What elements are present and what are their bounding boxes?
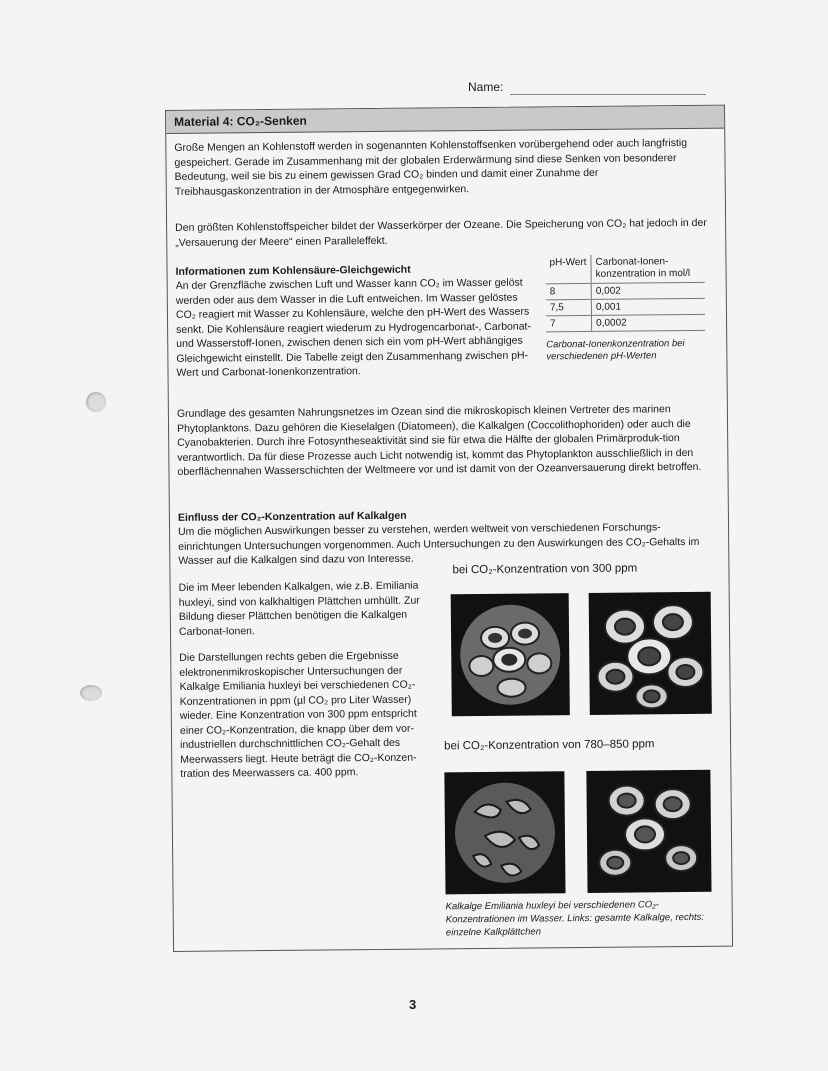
punch-hole-top (86, 392, 106, 412)
equilibrium-heading: Informationen zum Kohlensäure-Gleichgewicht (175, 263, 411, 278)
material-box (165, 105, 733, 952)
ph-table (545, 254, 705, 333)
emiliania-description: Die Darstellungen rechts geben die Ergebnisse elektronenmikroskopischer Untersuchungen der Kalkalge Emiliania huxleyi bei verschiedenen CO₂-Konzentrationen in ppm (µl CO₂ pro Liter Wasser) wieder. Eine Konzentration von 300 ppm entspricht einer CO₂-Konzentration, die knapp über dem vor-industriellen durchschnittlichen CO₂-Gehalt des Meerwassers liegt. Heute beträgt die CO₂-Konzen-tration des Meerwassers ca. 400 ppm. (179, 649, 417, 780)
conc-cell: 0,001 (591, 298, 705, 315)
conc-col-header: Carbonat-Ionen-konzentration in mol/l (591, 254, 705, 284)
intro-paragraph: Große Mengen an Kohlenstoff werden in sogenannten Kohlenstoffsenken vorübergehend oder auch langfristig gespeichert. Gerade im Zusammenhang mit der globalen Erderwärmung sind diese Senken von besonderer Bedeutung, weil sie bis zu einem gewissen Grad CO₂ binden und damit einer Zunahme der Treibhausgaskonzentration in der Atmosphäre entgegenwirken. (174, 136, 688, 198)
conc-cell: 0,0002 (592, 314, 706, 331)
equilibrium-paragraph: An der Grenzfläche zwischen Luft und Wasser kann CO₂ im Wasser gelöst werden oder aus dem Wasser in die Luft entweichen. Im Wasser gelöstes CO₂ reagiert mit Wasser zu Kohlensäure, welche den pH-Wert des Wassers senkt. Die Kohlensäure reagiert wiederum zu Hydrogencarbonat-, Carbonat- und Wasserstoff-Ionen, zwischen denen sich ein vom pH-Wert abhängiges Gleichgewicht einstellt. Die Tabelle zeigt den Zusammenhang zwischen pH-Wert und Carbonat-Ionenkonzentration. (175, 276, 532, 379)
name-field-line[interactable] (510, 94, 706, 95)
influence-heading: Einfluss der CO₂-Konzentration auf Kalkalgen (177, 509, 407, 524)
table-caption: Carbonat-Ionenkonzentration bei verschiedenen pH-Werten (546, 338, 685, 363)
image-caption: Kalkalge Emiliania huxleyi bei verschiedenen CO₂-Konzentrationen im Wasser. Links: gesamte Kalkalge, rechts: einzelne Kalkplättchen (445, 899, 705, 939)
micrograph-300-whole (451, 593, 570, 716)
ph-cell: 7 (546, 315, 592, 331)
ph-cell: 8 (546, 283, 592, 299)
conc-cell: 0,002 (591, 282, 705, 299)
phytoplankton-paragraph: Grundlage des gesamten Nahrungsnetzes im Ozean sind die mikroskopisch kleinen Vertreter des marinen Phytoplanktons. Dazu gehören die Kieselalgen (Diatomeen), die Kalkalgen (Coccolithophoriden) oder auch die Cyanobakterien. Durch ihre Fotosyntheseaktivität sind sie für etwa die Hälfte der globalen Primärproduk-tion verantwortlich. Da für diese Prozesse auch Licht notwendig ist, kommt das Phytoplankton ausschließlich in den oberflächennahen Wasserschichten der Weltmeere vor und ist damit von der Ozeanversauerung direkt betroffen. (176, 403, 702, 478)
micrograph-300-plates (589, 592, 712, 715)
image-title-300ppm: bei CO₂-Konzentration von 300 ppm (452, 562, 638, 577)
micrograph-780-plates (586, 770, 711, 893)
image-title-780ppm: bei CO₂-Konzentration von 780–850 ppm (444, 738, 655, 753)
emiliania-intro: Die im Meer lebenden Kalkalgen, wie z.B. Emiliania huxleyi, sind von kalkhaltigen Plättchen umhüllt. Zur Bildung dieser Plättchen benötigen die Kalkalgen Carbonat-Ionen. (178, 579, 420, 638)
name-label: Name: (468, 80, 504, 94)
influence-paragraph: Um die möglichen Auswirkungen besser zu verstehen, werden weltweit von verschiedenen Forschungs-einrichtungen Untersuchungen vorgenommen. Auch Untersuchungen zu den Auswirkungen des CO₂-Gehalts im Wasser auf die Kalkalgen sind dazu von Interesse. (177, 521, 700, 567)
material-title: Material 4: CO₂-Senken (166, 106, 724, 134)
micrograph-780-whole (444, 771, 565, 894)
ph-cell: 7,5 (546, 299, 592, 315)
punch-hole-bottom (80, 685, 102, 701)
page-number: 3 (409, 997, 417, 1012)
ocean-paragraph: Den größten Kohlenstoffspeicher bildet der Wasserkörper der Ozeane. Die Speicherung von CO₂ hat jedoch in der „Versauerung der Meere“ einen Paralleleffekt. (175, 216, 707, 249)
ph-col-header: pH-Wert (545, 255, 591, 284)
